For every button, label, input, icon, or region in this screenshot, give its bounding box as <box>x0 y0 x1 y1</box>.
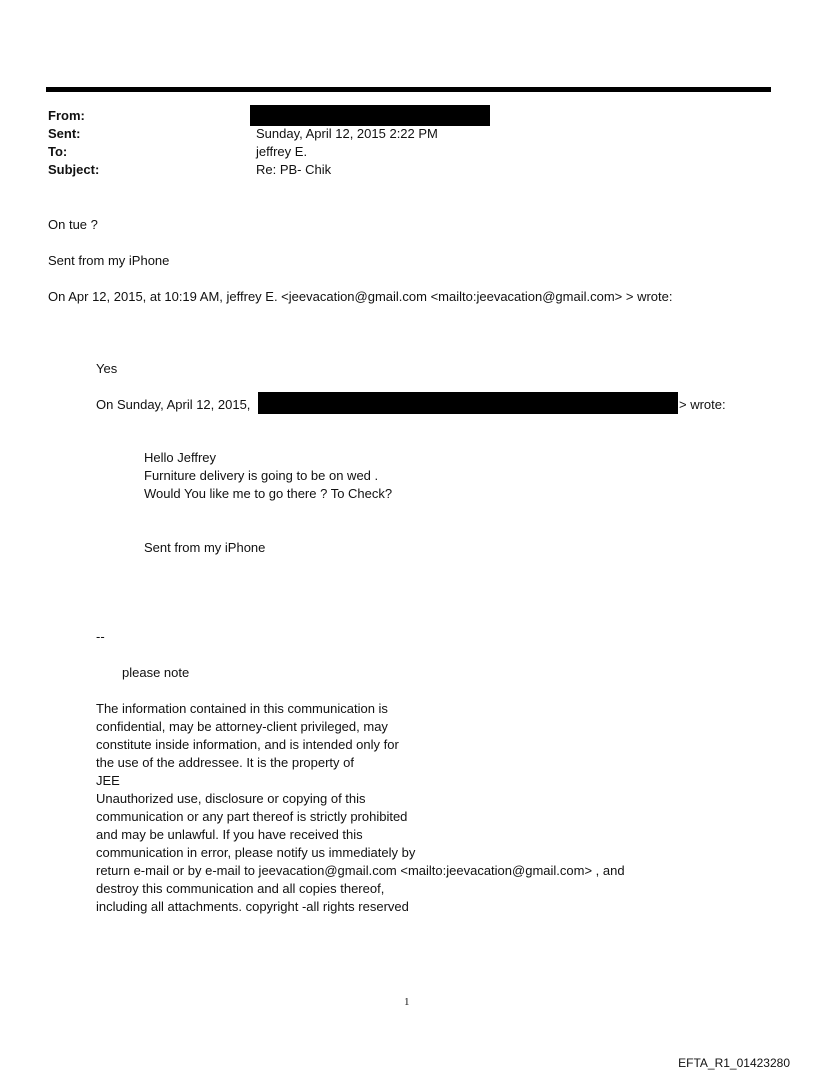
sent-value: Sunday, April 12, 2015 2:22 PM <box>256 126 438 141</box>
greeting: Hello Jeffrey <box>144 450 217 465</box>
disclaimer-line: destroy this communication and all copies thereof, <box>96 881 385 896</box>
sent-from-iphone-quoted: Sent from my iPhone <box>144 540 266 555</box>
disclaimer-line: Unauthorized use, disclosure or copying of this <box>96 791 366 806</box>
disclaimer-line: the use of the addressee. It is the property of <box>96 755 354 770</box>
disclaimer <box>96 700 625 916</box>
disclaimer-line: communication or any part thereof is strictly prohibited <box>96 809 408 824</box>
disclaimer-line: communication in error, please notify us immediately by <box>96 845 416 860</box>
reply-line: On tue ? <box>48 217 98 232</box>
from-redaction <box>250 105 490 126</box>
signature-separator: -- <box>96 629 105 644</box>
quote-attribution: On Apr 12, 2015, at 10:19 AM, jeffrey E. <jeevacation@gmail.com <mailto:jeevacation@gmail.com> > wrote: <box>48 289 673 304</box>
disclaimer-line: constitute inside information, and is intended only for <box>96 737 399 752</box>
disclaimer-line: The information contained in this communication is <box>96 701 388 716</box>
please-note: please note <box>122 665 190 680</box>
subject-value: Re: PB- Chik <box>256 162 332 177</box>
subject-label: Subject: <box>48 162 100 177</box>
quoted-attribution-prefix: On Sunday, April 12, 2015, <box>96 397 251 412</box>
sent-from-iphone: Sent from my iPhone <box>48 253 170 268</box>
sender-redaction <box>258 392 678 414</box>
disclaimer-line: confidential, may be attorney-client privileged, may <box>96 719 388 734</box>
header-rule <box>46 87 771 92</box>
message-line-1: Furniture delivery is going to be on wed . <box>144 468 379 483</box>
message-line-2: Would You like me to go there ? To Check? <box>144 486 393 501</box>
disclaimer-line: return e-mail or by e-mail to jeevacation@gmail.com <mailto:jeevacation@gmail.com> , and <box>96 863 625 878</box>
sent-label: Sent: <box>48 126 81 141</box>
disclaimer-line: JEE <box>96 773 120 788</box>
bates-number: EFTA_R1_01423280 <box>678 1056 790 1070</box>
quoted-yes: Yes <box>96 361 118 376</box>
to-label: To: <box>48 144 68 159</box>
to-value: jeffrey E. <box>256 144 308 159</box>
quoted-attribution-suffix: > wrote: <box>679 397 726 412</box>
disclaimer-line: including all attachments. copyright -all rights reserved <box>96 899 409 914</box>
disclaimer-line: and may be unlawful. If you have received this <box>96 827 363 842</box>
page-number: 1 <box>404 996 410 1008</box>
from-label: From: <box>48 108 85 123</box>
